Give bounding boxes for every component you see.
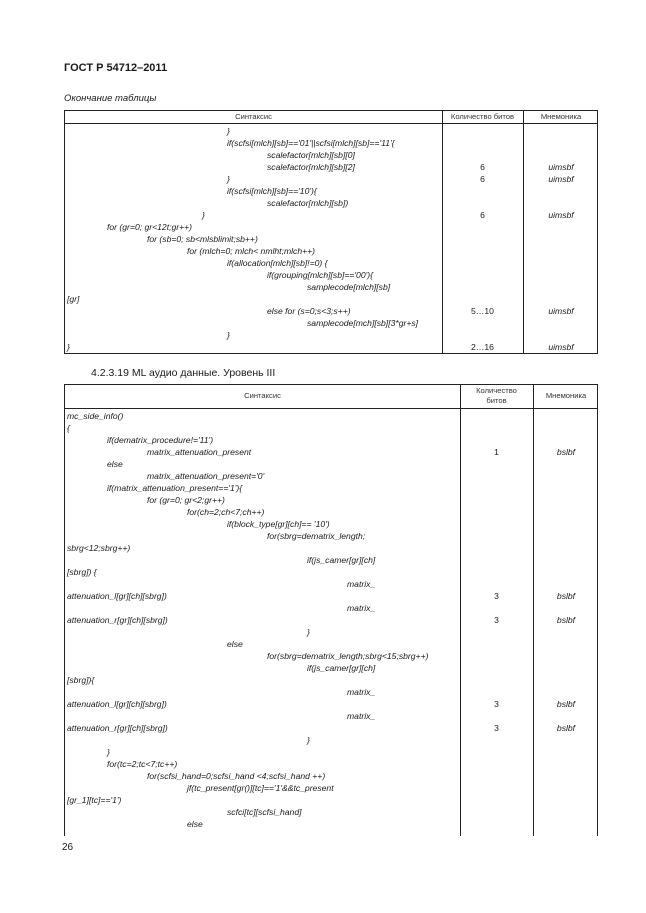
code-line: scalefactor[mlch][sb]) (267, 198, 349, 208)
bit-count: 3 (494, 699, 499, 709)
mnemonic: uimsbf (548, 210, 574, 220)
mnemonic: uimsbf (548, 306, 574, 316)
code-line: if(js_camer[gr][ch] (307, 663, 376, 673)
syntax-table-2 (64, 384, 598, 836)
column-header-bits: Количество битов (450, 112, 515, 121)
section-heading: 4.2.3.19 ML аудио данные. Уровень III (91, 367, 276, 379)
code-line: if(matrix_attenuation_present=='1'){ (107, 483, 243, 493)
column-header-syntax: Синтаксис (235, 112, 272, 121)
document-header: ГОСТ Р 54712–2011 (64, 62, 168, 74)
code-line: samplecode[mlch][sb] (307, 282, 391, 292)
bit-count: 1 (494, 447, 499, 457)
code-line: matrix_ (347, 687, 376, 697)
mnemonic: bslbf (556, 723, 576, 733)
code-line: else for (s=0;s<3;s++) (267, 306, 351, 316)
code-line: if(scfsi[mlch][sb]=='01'||scfsi[mlch][sb]=='11'{ (227, 138, 395, 148)
code-line: scfci[tc][scfsi_hand] (227, 807, 302, 817)
code-line: } (67, 342, 70, 352)
code-line: scalefactor[mlch][sb][0] (267, 150, 355, 160)
code-line: for (mlch=0; mlch< nmlht;mlch++) (187, 246, 315, 256)
mnemonic: uimsbf (548, 162, 574, 172)
code-line: samplecode[mch][sb][3*gr+s] (307, 318, 419, 328)
code-line: if(dematrix_procedure!='11') (107, 435, 214, 445)
code-line: if(grouping[mlch][sb]=='00'){ (267, 270, 373, 280)
code-line: [gr] (67, 294, 80, 304)
column-header-mnemonic: Мнемоника (540, 112, 582, 121)
column-header-mnemonic: Мнемоника (545, 391, 587, 400)
code-line: matrix_ (347, 603, 376, 613)
mnemonic: bslbf (556, 699, 576, 709)
mnemonic: uimsbf (548, 342, 574, 352)
mnemonic: bslbf (556, 447, 576, 457)
table-caption: Окончание таблицы (64, 93, 157, 104)
mnemonic: bslbf (556, 591, 576, 601)
bit-count: 3 (494, 591, 499, 601)
code-line: } (227, 174, 230, 184)
code-line: for(scfsi_hand=0;scfsi_hand <4;scfsi_hand ++) (147, 771, 326, 781)
column-header-bits: Количество битов (476, 386, 517, 405)
code-line: if(allocation[mlch][sb]!=0) { (227, 258, 328, 268)
code-line: matrix_ (347, 579, 376, 589)
code-line: { (67, 423, 70, 433)
bit-count: 6 (480, 162, 485, 172)
code-line: sbrg<12;sbrg++) (67, 543, 131, 553)
code-line: matrix_ (347, 711, 376, 721)
code-line: } (107, 747, 110, 757)
code-line: [sbrg]) { (67, 567, 97, 577)
code-line: for(sbrg=dematrix_length;sbrg<15;sbrg++) (267, 651, 429, 661)
code-line: attenuation_r[gr][ch][sbrg]) (67, 723, 168, 733)
code-line: else (227, 639, 243, 649)
code-line: matrix_attenuation_present='0' (147, 471, 265, 481)
bit-count: 5…10 (471, 306, 494, 316)
code-line: [sbrg]){ (67, 675, 95, 685)
code-line: else (187, 819, 203, 829)
bit-count: 3 (494, 615, 499, 625)
code-line: } (307, 627, 310, 637)
code-line: } (307, 735, 310, 745)
code-line: for(sbrg=dematrix_length; (267, 531, 366, 541)
code-line: else (107, 459, 123, 469)
bit-count: 2…16 (471, 342, 494, 352)
code-line: [gr_1][tc]=='1') (67, 795, 122, 805)
code-line: if(block_type[gr][ch]== '10') (227, 519, 330, 529)
code-line: attenuation_l[gr][ch][sbrg]) (67, 699, 167, 709)
code-line: attenuation_r[gr][ch][sbrg]) (67, 615, 168, 625)
column-header-syntax: Синтаксис (244, 391, 281, 400)
bit-count: 6 (480, 210, 485, 220)
mnemonic: bslbf (556, 615, 576, 625)
code-line: for(tc=2;tc<7;tc++) (107, 759, 178, 769)
code-line: matrix_attenuation_present (147, 447, 252, 457)
bit-count: 3 (494, 723, 499, 733)
code-line: for(ch=2;ch<7;ch++) (187, 507, 265, 517)
code-line: attenuation_l[gr][ch][sbrg]) (67, 591, 167, 601)
code-line: jf(tc_present[gr()][tc]=='1'&&tc_present (187, 783, 334, 793)
code-line: mc_side_info() (67, 411, 124, 421)
code-line: for (gr=0; gr<2;gr++) (147, 495, 225, 505)
code-line: for (gr=0; gr<12t;gr++) (107, 222, 193, 232)
code-line: } (202, 210, 205, 220)
bit-count: 6 (480, 174, 485, 184)
code-line: for (sb=0; sb<mlsblimit;sb++) (147, 234, 258, 244)
code-line: if(scfsi[mlch][sb]=='10'){ (227, 186, 317, 196)
code-line: } (227, 330, 230, 340)
page-number: 26 (62, 842, 74, 853)
code-line: scalefactor[mlch][sb][2] (267, 162, 355, 172)
mnemonic: uimsbf (548, 174, 574, 184)
syntax-table-1 (64, 110, 598, 354)
code-line: if(js_camer[gr][ch] (307, 555, 376, 565)
code-line: } (227, 126, 230, 136)
